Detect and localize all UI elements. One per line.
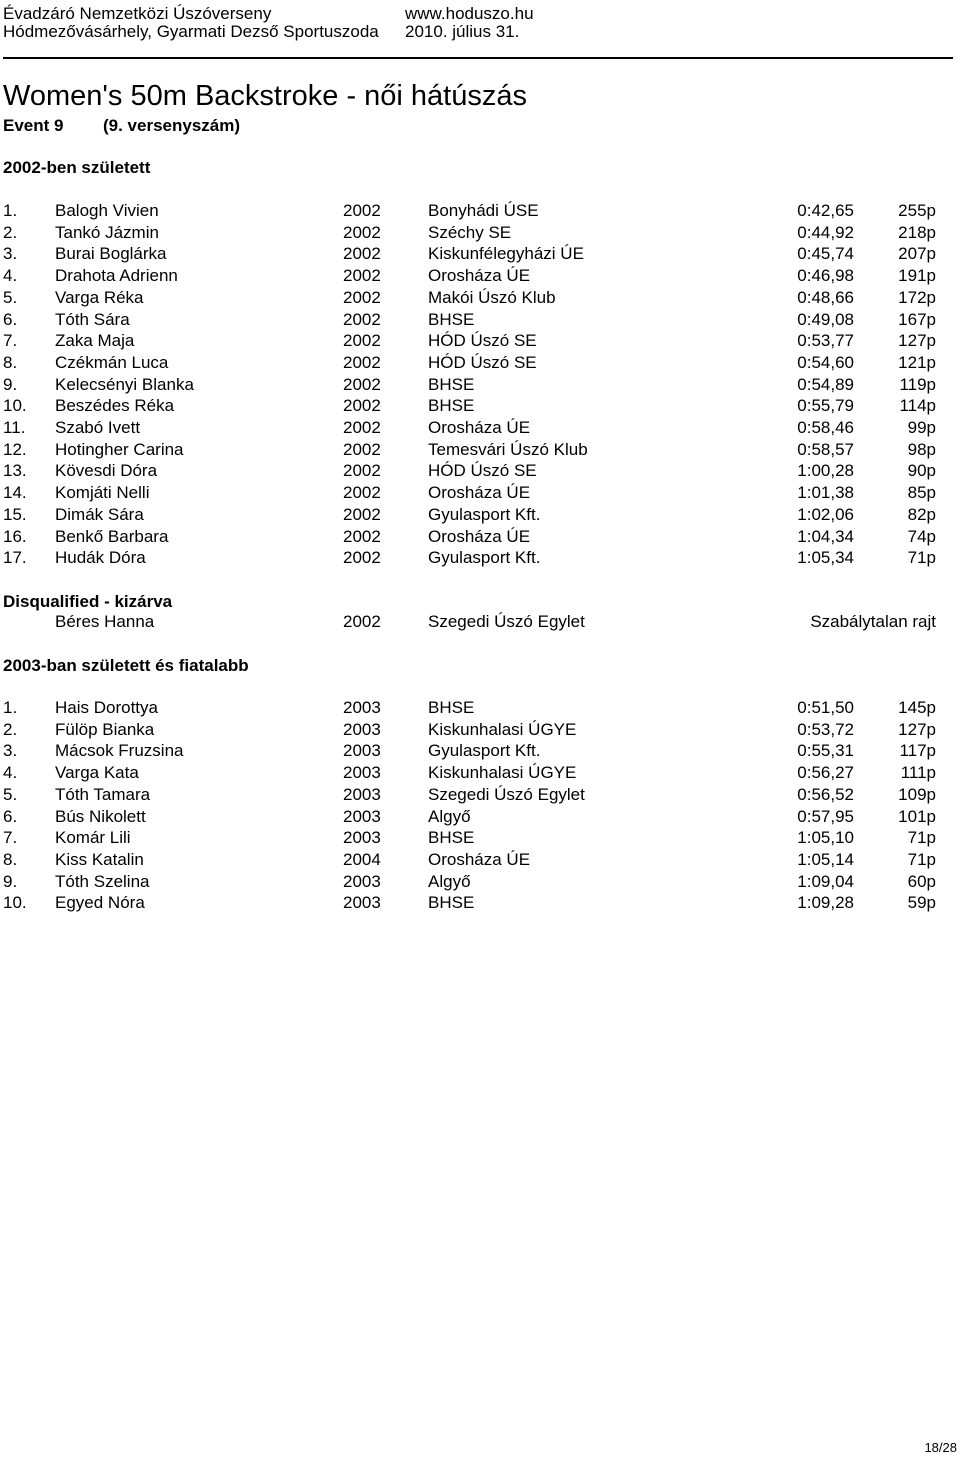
birth-year: 2003 — [343, 871, 381, 891]
place: 7. — [3, 828, 18, 848]
points: 127p — [898, 331, 936, 351]
place: 8. — [3, 849, 18, 869]
finish-time: 1:09,28 — [797, 893, 854, 913]
place: 10. — [3, 893, 27, 913]
birth-year: 2003 — [343, 828, 381, 848]
birth-year: 2002 — [343, 612, 381, 631]
disqualified-row — [0, 612, 960, 634]
club-name: Orosháza ÚE — [428, 483, 531, 503]
finish-time: 0:51,50 — [797, 698, 854, 717]
header-date: 2010. július 31. — [405, 22, 520, 41]
points: 119p — [899, 374, 936, 394]
result-row — [0, 872, 960, 894]
swimmer-name: Czékmán Luca — [55, 352, 169, 372]
birth-year: 2003 — [343, 893, 381, 913]
result-row — [0, 807, 960, 829]
event-number: (9. versenyszám) — [103, 116, 241, 135]
club-name: Bonyhádi ÚSE — [428, 201, 539, 220]
finish-time: 1:05,14 — [797, 849, 854, 869]
place: 9. — [3, 374, 18, 394]
place: 7. — [3, 331, 18, 351]
result-row — [0, 483, 960, 505]
club-name: Gyulasport Kft. — [428, 504, 541, 524]
header-organizer: Évadzáró Nemzetközi Úszóverseny — [3, 4, 272, 23]
birth-year: 2002 — [343, 352, 381, 372]
club-name: Algyő — [428, 806, 471, 826]
club-name: Gyulasport Kft. — [428, 548, 541, 568]
points: 172p — [898, 287, 936, 307]
points: 101p — [898, 806, 936, 826]
points: 127p — [898, 719, 936, 739]
result-row — [0, 763, 960, 785]
points: 98p — [907, 439, 936, 459]
finish-time: 0:56,52 — [797, 784, 854, 804]
result-row — [0, 266, 960, 288]
birth-year: 2002 — [343, 201, 381, 220]
club-name: BHSE — [428, 698, 475, 717]
result-row — [0, 310, 960, 332]
swimmer-name: Szabó Ivett — [55, 418, 141, 437]
finish-time: 0:58,46 — [797, 418, 854, 437]
place: 17. — [3, 548, 27, 568]
birth-year: 2002 — [343, 439, 381, 459]
club-name: HÓD Úszó SE — [428, 352, 537, 372]
finish-time: 1:05,34 — [797, 548, 854, 568]
points: 71p — [907, 849, 936, 869]
place: 16. — [3, 526, 27, 546]
finish-time: 1:02,06 — [797, 504, 854, 524]
points: 114p — [899, 396, 936, 416]
place: 5. — [3, 784, 18, 804]
event-name: Event 9 — [3, 116, 64, 135]
points: 207p — [898, 244, 936, 264]
place: 1. — [3, 698, 18, 717]
points: 59p — [907, 893, 936, 913]
club-name: Makói Úszó Klub — [428, 287, 556, 307]
swimmer-name: Benkő Barbara — [55, 526, 169, 546]
result-row — [0, 201, 960, 223]
result-row — [0, 396, 960, 418]
swimmer-name: Drahota Adrienn — [55, 266, 178, 286]
place: 15. — [3, 504, 27, 524]
birth-year: 2003 — [343, 698, 381, 717]
birth-year: 2003 — [343, 719, 381, 739]
finish-time: 0:56,27 — [797, 763, 854, 783]
swimmer-name: Hais Dorottya — [55, 698, 158, 717]
finish-time: 0:53,72 — [797, 719, 854, 739]
result-row — [0, 375, 960, 397]
club-name: BHSE — [428, 374, 475, 394]
place: 6. — [3, 309, 18, 329]
place: 11. — [3, 418, 26, 437]
points: 145p — [898, 698, 936, 717]
club-name: Algyő — [428, 871, 471, 891]
points: 191p — [898, 266, 936, 286]
swimmer-name: Komár Lili — [55, 828, 131, 848]
place: 9. — [3, 871, 18, 891]
birth-year: 2002 — [343, 396, 381, 416]
swimmer-name: Varga Réka — [55, 287, 144, 307]
place: 1. — [3, 201, 18, 220]
result-row — [0, 223, 960, 245]
points: 74p — [907, 526, 936, 546]
finish-time: 0:49,08 — [797, 309, 854, 329]
swimmer-name: Kövesdi Dóra — [55, 461, 158, 481]
club-name: BHSE — [428, 396, 475, 416]
result-row — [0, 331, 960, 353]
finish-time: 1:09,04 — [797, 871, 854, 891]
birth-year: 2002 — [343, 526, 381, 546]
finish-time: 0:55,79 — [797, 396, 854, 416]
finish-time: 1:05,10 — [797, 828, 854, 848]
header-website-link[interactable]: www.hoduszo.hu — [405, 4, 534, 23]
club-name: BHSE — [428, 828, 475, 848]
finish-time: 1:04,34 — [797, 526, 854, 546]
points: 60p — [907, 871, 936, 891]
birth-year: 2002 — [343, 309, 381, 329]
swimmer-name: Tóth Sára — [55, 309, 130, 329]
place: 2. — [3, 222, 18, 242]
points: 255p — [898, 201, 936, 220]
points: 71p — [907, 548, 936, 568]
finish-time: 0:55,31 — [797, 741, 854, 761]
points: 85p — [907, 483, 936, 503]
club-name: Kiskunhalasi ÚGYE — [428, 719, 577, 739]
finish-time: 0:46,98 — [797, 266, 854, 286]
result-row — [0, 893, 960, 915]
club-name: Temesvári Úszó Klub — [428, 439, 588, 459]
group2-heading: 2003-ban született és fiatalabb — [3, 656, 249, 675]
points: 82p — [907, 504, 936, 524]
result-row — [0, 244, 960, 266]
finish-time: 0:45,74 — [797, 244, 854, 264]
swimmer-name: Burai Boglárka — [55, 244, 167, 264]
club-name: Kiskunfélegyházi ÚE — [428, 244, 584, 264]
birth-year: 2003 — [343, 741, 381, 761]
points: 111p — [900, 763, 936, 783]
swimmer-name: Béres Hanna — [55, 612, 155, 631]
club-name: BHSE — [428, 893, 475, 913]
points: 121p — [898, 352, 936, 372]
finish-time: 0:42,65 — [797, 201, 854, 220]
finish-time: 0:48,66 — [797, 287, 854, 307]
birth-year: 2002 — [343, 287, 381, 307]
page-title: Women's 50m Backstroke - női hátúszás — [3, 80, 527, 112]
swimmer-name: Kelecsényi Blanka — [55, 374, 194, 394]
birth-year: 2002 — [343, 483, 381, 503]
birth-year: 2002 — [343, 374, 381, 394]
finish-time: 0:54,60 — [797, 352, 854, 372]
birth-year: 2004 — [343, 849, 381, 869]
swimmer-name: Zaka Maja — [55, 331, 135, 351]
result-row — [0, 527, 960, 549]
swimmer-name: Hotingher Carina — [55, 439, 184, 459]
result-row — [0, 720, 960, 742]
swimmer-name: Fülöp Bianka — [55, 719, 155, 739]
club-name: HÓD Úszó SE — [428, 331, 537, 351]
points: 167p — [898, 309, 936, 329]
result-row — [0, 828, 960, 850]
points: 218p — [898, 222, 936, 242]
result-row — [0, 418, 960, 440]
birth-year: 2002 — [343, 418, 381, 437]
result-row — [0, 505, 960, 527]
swimmer-name: Egyed Nóra — [55, 893, 145, 913]
points: 90p — [907, 461, 936, 481]
finish-time: 0:54,89 — [797, 374, 854, 394]
place: 4. — [3, 763, 18, 783]
disqualified-heading: Disqualified - kizárva — [3, 592, 173, 611]
birth-year: 2002 — [343, 331, 381, 351]
result-row — [0, 440, 960, 462]
swimmer-name: Beszédes Réka — [55, 396, 175, 416]
finish-time: 0:53,77 — [797, 331, 854, 351]
birth-year: 2002 — [343, 504, 381, 524]
points: 117p — [899, 741, 936, 761]
swimmer-name: Tóth Tamara — [55, 784, 151, 804]
place: 8. — [3, 352, 18, 372]
result-row — [0, 785, 960, 807]
birth-year: 2003 — [343, 763, 381, 783]
swimmer-name: Hudák Dóra — [55, 548, 146, 568]
finish-time: 0:44,92 — [797, 222, 854, 242]
club-name: BHSE — [428, 309, 475, 329]
finish-time: 1:00,28 — [797, 461, 854, 481]
birth-year: 2002 — [343, 244, 381, 264]
place: 5. — [3, 287, 18, 307]
result-row — [0, 288, 960, 310]
swimmer-name: Bús Nikolett — [55, 806, 146, 826]
points: 71p — [907, 828, 936, 848]
birth-year: 2003 — [343, 784, 381, 804]
place: 6. — [3, 806, 18, 826]
birth-year: 2002 — [343, 266, 381, 286]
result-row — [0, 461, 960, 483]
club-name: Szegedi Úszó Egylet — [428, 612, 585, 631]
group1-heading: 2002-ben született — [3, 158, 151, 177]
swimmer-name: Tóth Szelina — [55, 871, 150, 891]
result-row — [0, 548, 960, 570]
finish-time: 1:01,38 — [797, 483, 854, 503]
points: 109p — [898, 784, 936, 804]
event-label — [3, 116, 241, 136]
result-row — [0, 741, 960, 763]
swimmer-name: Tankó Jázmin — [55, 222, 159, 242]
birth-year: 2003 — [343, 806, 381, 826]
club-name: HÓD Úszó SE — [428, 461, 537, 481]
result-row — [0, 850, 960, 872]
club-name: Orosháza ÚE — [428, 526, 531, 546]
swimmer-name: Mácsok Fruzsina — [55, 741, 184, 761]
club-name: Orosháza ÚE — [428, 849, 531, 869]
header-divider — [3, 57, 953, 59]
result-row — [0, 698, 960, 720]
place: 12. — [3, 439, 27, 459]
place: 3. — [3, 244, 18, 264]
finish-time: 0:57,95 — [797, 806, 854, 826]
result-row — [0, 353, 960, 375]
swimmer-name: Dimák Sára — [55, 504, 144, 524]
club-name: Gyulasport Kft. — [428, 741, 541, 761]
place: 10. — [3, 396, 27, 416]
place: 2. — [3, 719, 18, 739]
swimmer-name: Kiss Katalin — [55, 849, 144, 869]
swimmer-name: Varga Kata — [55, 763, 139, 783]
points: 99p — [907, 418, 936, 437]
place: 3. — [3, 741, 18, 761]
birth-year: 2002 — [343, 222, 381, 242]
club-name: Orosháza ÚE — [428, 266, 531, 286]
birth-year: 2002 — [343, 461, 381, 481]
club-name: Széchy SE — [428, 222, 512, 242]
birth-year: 2002 — [343, 548, 381, 568]
place: 4. — [3, 266, 18, 286]
header-venue: Hódmezővásárhely, Gyarmati Dezső Sportuszoda — [3, 22, 379, 41]
place: 13. — [3, 461, 27, 481]
finish-time: 0:58,57 — [797, 439, 854, 459]
club-name: Orosháza ÚE — [428, 418, 531, 437]
page-number: 18/28 — [924, 1440, 957, 1455]
swimmer-name: Balogh Vivien — [55, 201, 159, 220]
dq-reason: Szabálytalan rajt — [810, 612, 936, 631]
place: 14. — [3, 483, 27, 503]
club-name: Szegedi Úszó Egylet — [428, 784, 585, 804]
club-name: Kiskunhalasi ÚGYE — [428, 763, 577, 783]
swimmer-name: Komjáti Nelli — [55, 483, 150, 503]
